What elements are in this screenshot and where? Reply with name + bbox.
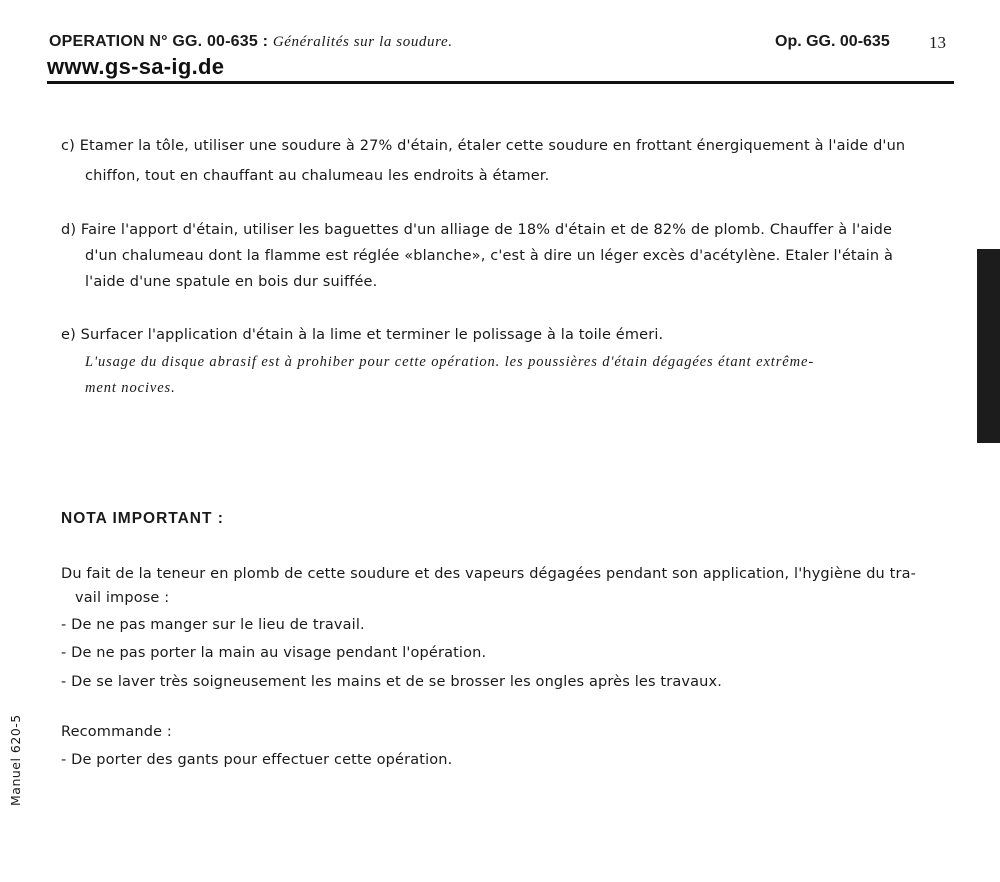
step-e-line-1: e) Surfacer l'application d'étain à la lime et terminer le polissage à la toile émeri.: [61, 327, 664, 343]
nota-item: - De se laver très soigneusement les mains et de se brosser les ongles après les travaux.: [61, 674, 722, 690]
site-url: www.gs-sa-ig.de: [47, 54, 225, 79]
step-d-line-1: d) Faire l'apport d'étain, utiliser les baguettes d'un alliage de 18% d'étain et de 82% de plomb. Chauffer à l'aide: [61, 222, 893, 238]
recommande-label: Recommande :: [61, 724, 172, 740]
page-number: 13: [929, 33, 946, 52]
nota-title: NOTA IMPORTANT :: [61, 510, 224, 527]
step-d-line-3: l'aide d'une spatule en bois dur suiffée.: [85, 274, 378, 290]
nota-item: - De ne pas porter la main au visage pendant l'opération.: [61, 645, 487, 661]
operation-subject: Généralités sur la soudure.: [272, 34, 453, 50]
nota-item: - De ne pas manger sur le lieu de travail.: [61, 617, 365, 633]
nota-intro-2: vail impose :: [75, 590, 170, 606]
recommande-item: - De porter des gants pour effectuer cette opération.: [61, 752, 453, 768]
step-c-line-2: chiffon, tout en chauffant au chalumeau les endroits à étamer.: [85, 168, 550, 184]
operation-number: OPERATION N° GG. 00-635 :: [49, 33, 269, 50]
step-c-line-1: c) Etamer la tôle, utiliser une soudure à 27% d'étain, étaler cette soudure en frottant énergiquement à l'aide d'un: [61, 138, 906, 154]
step-e-note-2: ment nocives.: [85, 380, 176, 396]
operation-ref: Op. GG. 00-635: [775, 33, 890, 50]
nota-intro-1: Du fait de la teneur en plomb de cette soudure et des vapeurs dégagées pendant son application, l'hygiène du tra-: [61, 566, 917, 582]
section-tab-marker: [977, 249, 1000, 443]
manual-label: Manuel 620-5: [8, 714, 23, 806]
step-e-note-1: L'usage du disque abrasif est à prohiber pour cette opération. les poussières d'étain dégagées étant extrême-: [85, 354, 815, 370]
step-d-line-2: d'un chalumeau dont la flamme est réglée «blanche», c'est à dire un léger excès d'acétylène. Etaler l'étain à: [85, 248, 894, 264]
header-rule: [47, 81, 954, 84]
header-operation: [49, 33, 453, 51]
